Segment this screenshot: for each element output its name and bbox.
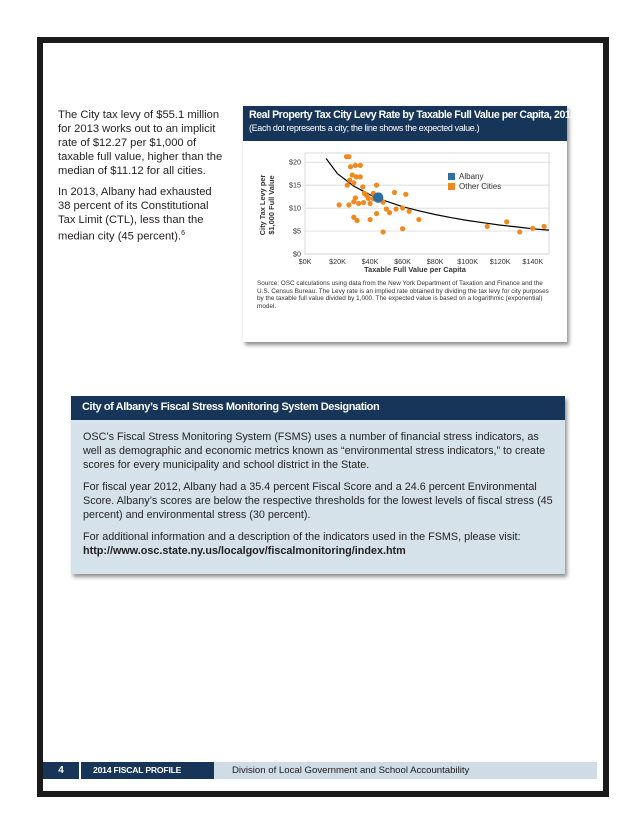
chart-source-note: Source: OSC calculations using data from the New York Department of Taxation and Finance and the U.S. Census Bureau. The Levy rate is an implied rate obtained by dividing the tax levy for city purposes by the taxable full value divided by 1,000. The expected value is based on a logarithmic (exponential) model. [257, 280, 549, 310]
other-city-point [380, 229, 385, 234]
fsms-more-info-text: For additional information and a description of the indicators used in the FSMS, please visit: [83, 531, 521, 543]
intro-paragraph-levy: The City tax levy of $55.1 million for 2013 works out to an implicit rate of $12.27 per $1,000 of taxable full value, higher than the median of $11.12 for all cities. [58, 109, 223, 177]
fsms-title: City of Albany’s Fiscal Stress Monitoring System Designation [71, 396, 565, 420]
other-city-point [400, 205, 405, 210]
other-city-point [392, 190, 397, 195]
plot-area [305, 153, 549, 254]
other-city-point [346, 154, 351, 159]
intro-ctl-text: In 2013, Albany had exhausted 38 percent of its Constitutional Tax Limit (CTL), less than the median city (45 percent). [58, 186, 212, 243]
publication-name: 2014 FISCAL PROFILE [79, 762, 214, 779]
chart-legend [448, 172, 501, 191]
page-footer [43, 762, 597, 785]
other-city-point [360, 184, 365, 189]
y-tick-label: $0 [293, 249, 301, 259]
other-city-point [374, 183, 379, 188]
other-city-point [337, 202, 342, 207]
y-axis-ticks [289, 158, 301, 259]
other-city-point [358, 174, 363, 179]
x-tick-label: $100K [457, 257, 479, 266]
other-city-point [517, 229, 522, 234]
other-city-point [353, 163, 358, 168]
intro-text [58, 108, 226, 251]
other-city-point [504, 219, 509, 224]
other-city-point [485, 224, 490, 229]
y-tick-label: $5 [293, 226, 301, 236]
fsms-link[interactable]: http://www.osc.state.ny.us/localgov/fiscalmonitoring/index.htm [83, 545, 406, 557]
x-tick-label: $40K [361, 257, 379, 266]
y-tick-label: $15 [289, 180, 301, 190]
grid-lines [305, 153, 549, 254]
page-number: 4 [43, 762, 79, 779]
other-city-point [361, 200, 366, 205]
y-tick-label: $20 [289, 157, 301, 167]
chart-header [243, 106, 576, 141]
expected-value-line [326, 159, 549, 231]
other-city-point [367, 201, 372, 206]
x-tick-label: $0K [298, 257, 312, 266]
fsms-panel [71, 396, 565, 574]
other-city-point [393, 206, 398, 211]
x-tick-label: $80K [426, 257, 444, 266]
other-city-point [530, 226, 535, 231]
other-city-point [346, 202, 351, 207]
x-tick-label: $60K [394, 257, 411, 266]
other-city-point [387, 210, 392, 215]
chart-subtitle: (Each dot represents a city; the line shows the expected value.) [249, 123, 480, 133]
legend-label-albany: Albany [459, 172, 484, 181]
y-tick-label: $10 [289, 203, 301, 213]
other-city-point [356, 201, 361, 206]
other-city-point [407, 209, 412, 214]
albany-point [373, 192, 383, 202]
x-axis-label: Taxable Full Value per Capita [364, 265, 466, 274]
other-city-point [345, 183, 350, 188]
other-city-point [354, 218, 359, 223]
other-city-point [348, 164, 353, 169]
fsms-body [71, 420, 565, 558]
y-axis-label-line-2: $1,000 Full Value [267, 175, 276, 235]
fsms-paragraph-intro: OSC’s Fiscal Stress Monitoring System (FSMS) uses a number of financial stress indicators, as well as demographic and economic metrics known as “environmental stress indicators,” to create scores for every municipality and school district in the State. [83, 431, 546, 471]
other-city-point [366, 196, 371, 201]
levy-rate-chart-panel [243, 106, 576, 342]
x-tick-label: $140K [522, 257, 544, 266]
fsms-paragraph-more-info [83, 530, 553, 558]
legend-swatch-other [448, 183, 455, 190]
other-city-point [374, 211, 379, 216]
legend-swatch-albany [448, 173, 455, 180]
fsms-paragraph-scores: For fiscal year 2012, Albany had a 35.4 percent Fiscal Score and a 24.6 percent Environmental Score. Albany’s scores are below the respective thresholds for the lowest levels of fiscal stress (45 percent) and environmental stress (30 percent). [83, 481, 553, 521]
legend-label-other: Other Cities [459, 182, 502, 191]
x-tick-label: $120K [489, 257, 511, 266]
other-city-point [351, 180, 356, 185]
chart-title: Real Property Tax City Levy Rate by Taxable Full Value per Capita, 2013 [249, 109, 576, 121]
division-name: Division of Local Government and School Accountability [214, 762, 597, 779]
other-city-point [358, 163, 363, 168]
data-points [337, 154, 547, 234]
intro-paragraph-ctl [58, 185, 226, 244]
other-city-point [400, 226, 405, 231]
footnote-marker: 6 [181, 230, 186, 237]
other-city-point [542, 224, 547, 229]
x-tick-label: $20K [329, 257, 346, 266]
other-city-point [403, 192, 408, 197]
scatter-plot [243, 141, 567, 279]
other-city-point [367, 217, 372, 222]
other-city-point [351, 199, 356, 204]
other-city-point [416, 217, 421, 222]
y-axis-label-line-1: City Tax Levy per [258, 174, 267, 236]
